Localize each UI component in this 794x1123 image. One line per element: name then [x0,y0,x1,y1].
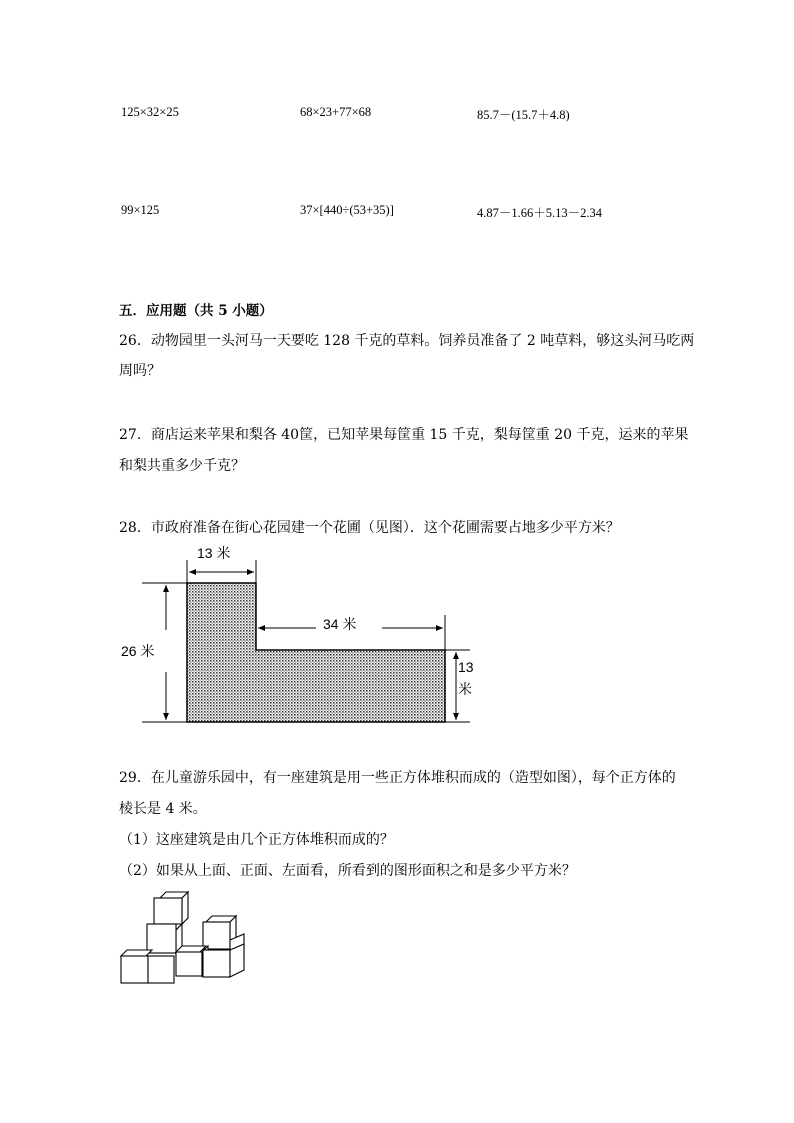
q26-line1: 26．动物园里一头河马一天要吃 128 千克的草料。饲养员准备了 2 吨草料，够这头河马吃两 [119,333,695,349]
q27-line1: 27．商店运来苹果和梨各 40筐，已知苹果每筐重 15 千克，梨每筐重 20 千克，运来的苹果 [119,427,689,443]
calc-4: 99×125 [121,203,160,217]
section-title: 五．应用题（共 5 小题） [119,303,273,319]
calc-5: 37×[440÷(53+35)] [300,203,394,217]
label-right-height-unit: 米 [458,681,472,697]
label-right-height-num: 13 [458,659,474,675]
calc-1: 125×32×25 [121,105,179,119]
cube-stack-figure [121,892,244,983]
calc-3: 85.7－(15.7＋4.8) [477,108,570,122]
label-total-height: 26 米 [121,643,155,659]
label-mid-width: 34 米 [323,616,357,632]
q26-line2: 周吗？ [119,363,161,379]
q29-line2: 棱长是 4 米。 [119,801,207,817]
q29-line1: 29．在儿童游乐园中，有一座建筑是用一些正方体堆积而成的（造型如图），每个正方体的 [119,770,676,786]
q29-sub2: （2）如果从上面、正面、左面看，所看到的图形面积之和是多少平方米？ [119,863,576,879]
calc-6: 4.87－1.66＋5.13－2.34 [477,206,603,220]
q28-line1: 28．市政府准备在街心花园建一个花圃（见图）．这个花圃需要占地多少平方米？ [119,520,620,536]
label-top-width: 13 米 [197,545,231,561]
q27-line2: 和梨共重多少千克？ [119,458,245,474]
q29-sub1: （1）这座建筑是由几个正方体堆积而成的？ [119,832,394,848]
calc-2: 68×23+77×68 [300,105,372,119]
garden-shape [187,583,445,722]
